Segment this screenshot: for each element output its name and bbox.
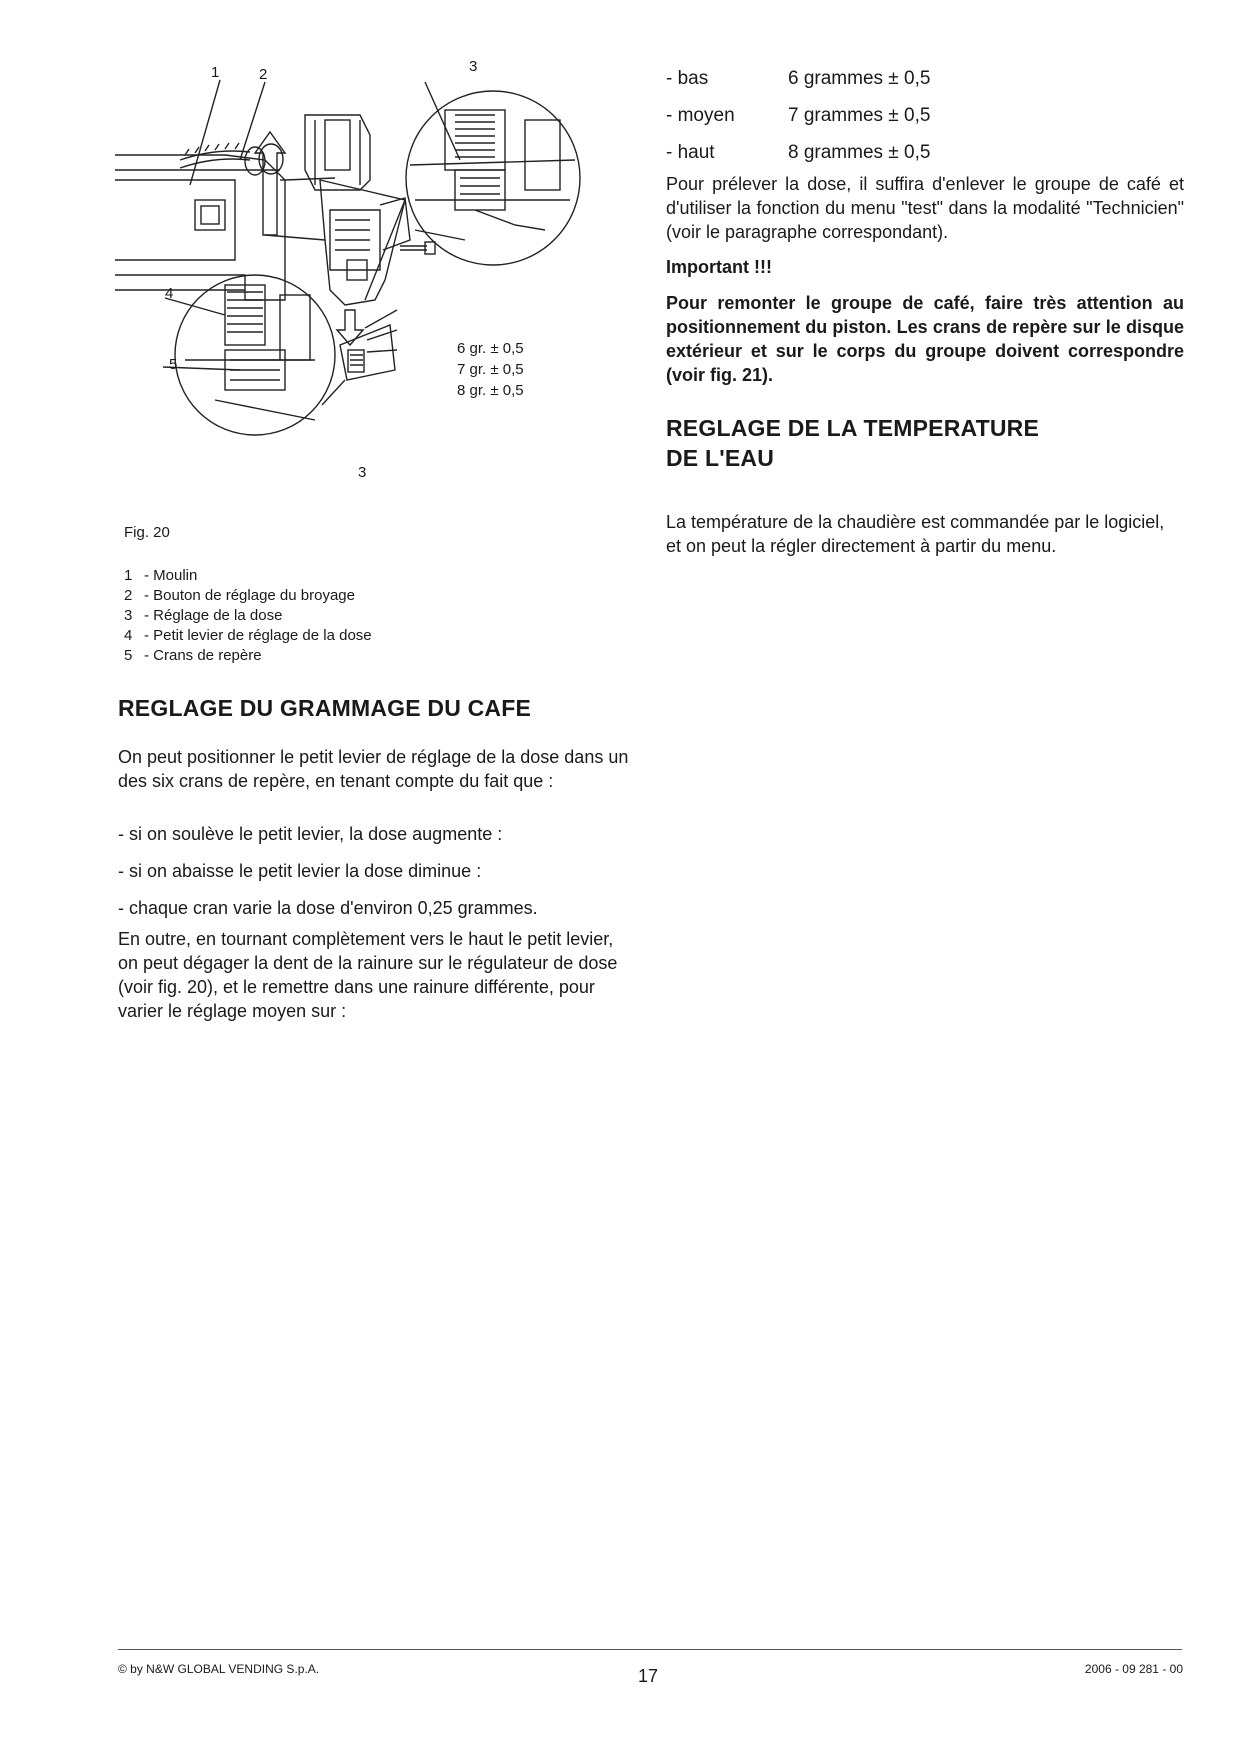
important-label: Important !!! — [666, 257, 772, 277]
callout-3-bottom: 3 — [358, 464, 367, 481]
grade-label-7: 7 gr. ± 0,5 — [457, 361, 524, 378]
callout-4: 4 — [165, 285, 174, 302]
important-paragraph: Pour remonter le groupe de café, faire très attention au positionnement du piston. Les crans de repère sur le disque extérieur et sur le corps du groupe doivent correspondre (voir fig. 21). — [666, 293, 1184, 385]
legend-item: 1 - Moulin — [124, 567, 198, 584]
bullet-step: - chaque cran varie la dose d'environ 0,25 grammes. — [118, 898, 538, 918]
legend-item: 4 - Petit levier de réglage de la dose — [124, 627, 372, 644]
legend-item: 5 - Crans de repère — [124, 647, 262, 664]
dose-sampling-paragraph: Pour prélever la dose, il suffira d'enlever le groupe de café et d'utiliser la fonction du menu "test" dans la modalité "Technicien" (voir le paragraphe correspondant). — [666, 174, 1184, 242]
callout-5: 5 — [169, 356, 178, 373]
footer-copyright: © by N&W GLOBAL VENDING S.p.A. — [118, 1662, 320, 1676]
callout-1: 1 — [211, 64, 220, 81]
page-number: 17 — [638, 1666, 659, 1686]
coffee-dose-outro: En outre, en tournant complètement vers le haut le petit levier, on peut dégager la dent de la rainure sur le régulateur de dose (voir fig. 20), et le remettre dans une rainure différente, pour varier le réglage moyen sur : — [118, 929, 618, 1021]
figure-caption: Fig. 20 — [124, 524, 170, 541]
section-heading-water-temp-line2: DE L'EAU — [666, 445, 775, 471]
bullet-lower: - si on abaisse le petit levier la dose diminue : — [118, 861, 482, 881]
bullet-raise: - si on soulève le petit levier, la dose augmente : — [118, 824, 503, 844]
legend-item: 2 - Bouton de réglage du broyage — [124, 587, 355, 604]
figure-20-drawing — [115, 60, 655, 490]
footer-doc-ref: 2006 - 09 281 - 00 — [1084, 1662, 1183, 1676]
coffee-dose-intro: On peut positionner le petit levier de réglage de la dose dans un des six crans de repère, en tenant compte du fait que : — [118, 747, 629, 791]
grade-label-8: 8 gr. ± 0,5 — [457, 382, 524, 399]
legend-item: 3 - Réglage de la dose — [124, 607, 283, 624]
callout-2: 2 — [259, 66, 268, 83]
footer-rule — [118, 1649, 1182, 1650]
grinder-dose-illustration — [115, 60, 655, 490]
figure-legend — [124, 566, 372, 666]
callout-3-top: 3 — [469, 58, 478, 75]
section-heading-coffee-dose: REGLAGE DU GRAMMAGE DU CAFE — [118, 695, 532, 721]
section-heading-water-temp-line1: REGLAGE DE LA TEMPERATURE — [666, 415, 1040, 441]
grade-label-6: 6 gr. ± 0,5 — [457, 340, 524, 357]
water-temp-paragraph: La température de la chaudière est commandée par le logiciel, et on peut la régler directement à partir du menu. — [666, 512, 1165, 556]
